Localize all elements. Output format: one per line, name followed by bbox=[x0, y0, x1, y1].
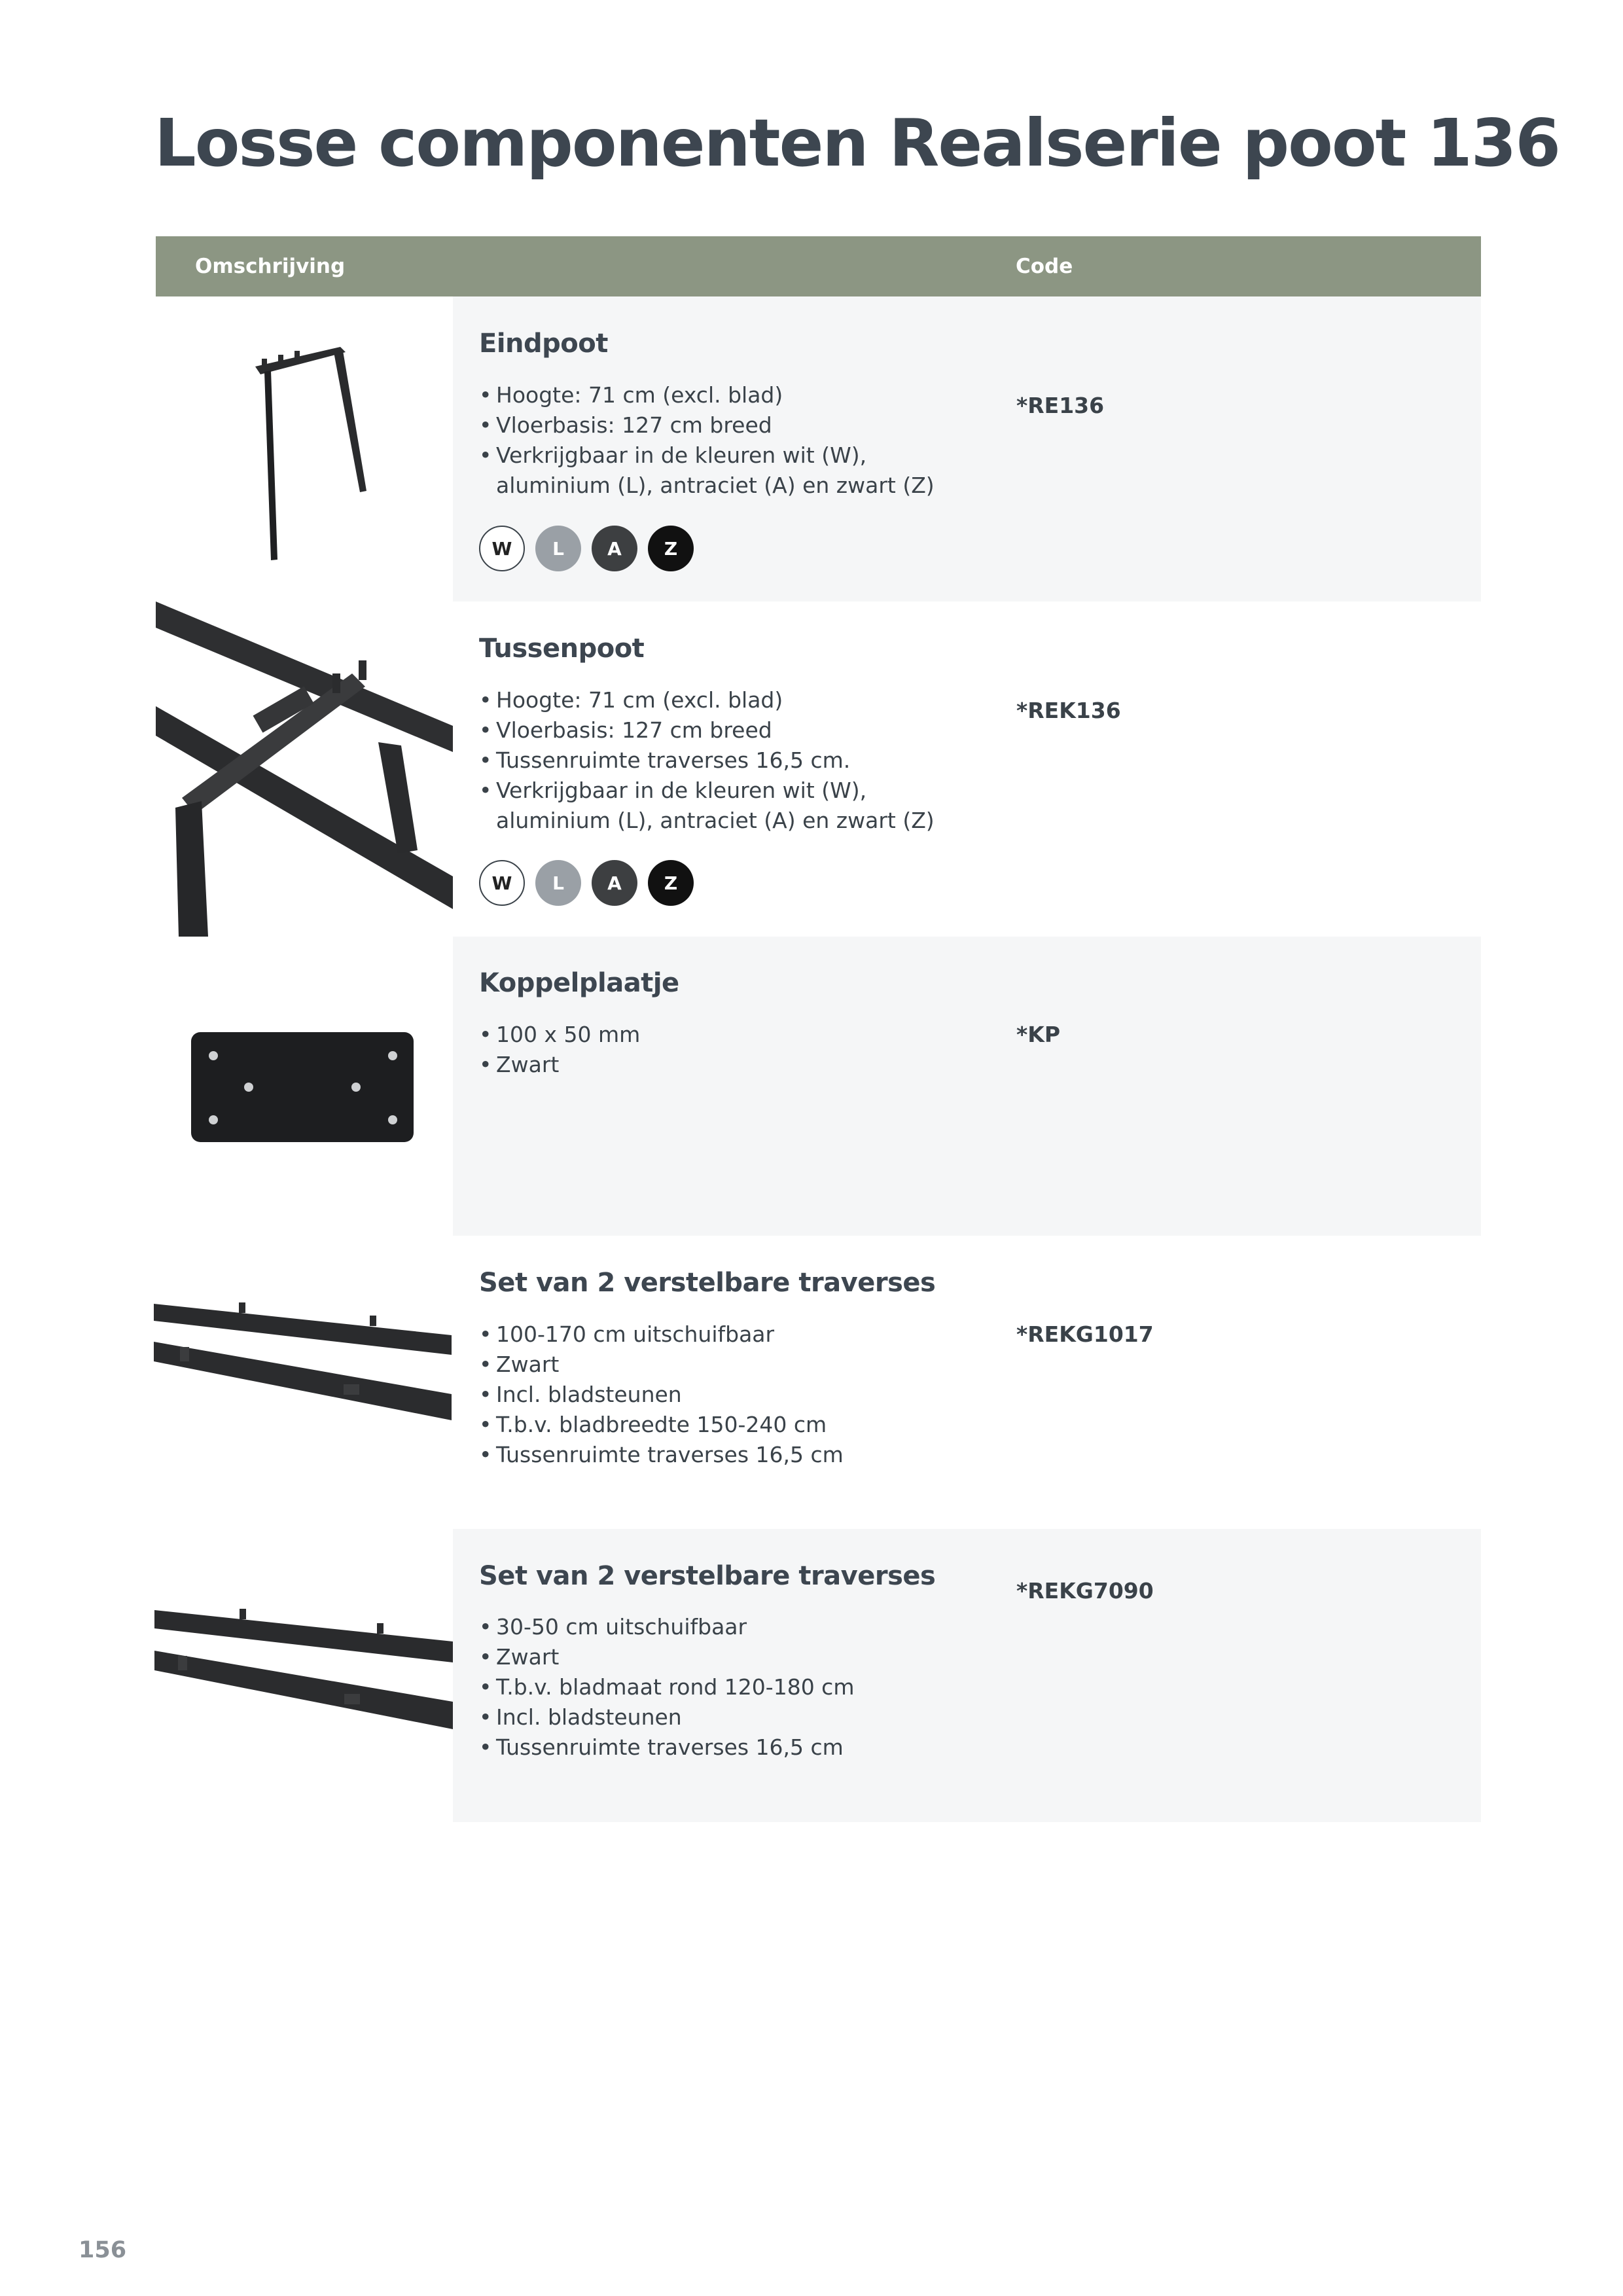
product-code: *KP bbox=[1016, 1022, 1061, 1047]
swatch-white: W bbox=[479, 860, 525, 906]
product-name: Tussenpoot bbox=[479, 634, 645, 664]
product-name: Set van 2 verstelbare traverses bbox=[479, 1561, 936, 1591]
spec-item: • 30-50 cm uitschuifbaar bbox=[479, 1612, 976, 1642]
product-image-eindpoot bbox=[242, 340, 380, 563]
product-image-traverses-1017 bbox=[154, 1296, 452, 1440]
product-code: *REKG1017 bbox=[1016, 1321, 1154, 1347]
product-specs bbox=[479, 1319, 976, 1470]
product-image-tussenpoot bbox=[156, 601, 453, 937]
product-specs bbox=[479, 380, 976, 501]
spec-item: • Hoogte: 71 cm (excl. blad) bbox=[479, 380, 976, 410]
product-code: *REK136 bbox=[1016, 698, 1121, 723]
spec-item: • 100-170 cm uitschuifbaar bbox=[479, 1319, 976, 1350]
spec-item: • Zwart bbox=[479, 1350, 976, 1380]
product-code: *RE136 bbox=[1016, 393, 1105, 418]
swatch-white: W bbox=[479, 526, 525, 571]
product-specs bbox=[479, 685, 976, 836]
swatch-antraciet: A bbox=[592, 860, 637, 906]
color-swatches bbox=[479, 860, 694, 908]
spec-item: • Vloerbasis: 127 cm breed bbox=[479, 715, 976, 745]
product-name: Eindpoot bbox=[479, 329, 608, 359]
spec-item: • Incl. bladsteunen bbox=[479, 1702, 976, 1732]
spec-item: • Verkrijgbaar in de kleuren wit (W), aluminium (L), antraciet (A) en zwart (Z) bbox=[479, 440, 976, 501]
product-specs bbox=[479, 1020, 976, 1080]
spec-item: • T.b.v. bladmaat rond 120-180 cm bbox=[479, 1672, 976, 1702]
table-header bbox=[156, 236, 1481, 296]
header-code: Code bbox=[1016, 255, 1073, 278]
color-swatches bbox=[479, 526, 694, 574]
swatch-aluminium: L bbox=[535, 526, 581, 571]
spec-item: • Vloerbasis: 127 cm breed bbox=[479, 410, 976, 440]
spec-item: • Tussenruimte traverses 16,5 cm bbox=[479, 1440, 976, 1470]
spec-item: • Tussenruimte traverses 16,5 cm. bbox=[479, 745, 976, 776]
product-code: *REKG7090 bbox=[1016, 1578, 1154, 1604]
spec-item: • Zwart bbox=[479, 1050, 976, 1080]
product-name: Koppelplaatje bbox=[479, 968, 679, 998]
page-number: 156 bbox=[79, 2237, 127, 2263]
spec-item: • Incl. bladsteunen bbox=[479, 1380, 976, 1410]
swatch-zwart: Z bbox=[648, 860, 694, 906]
product-image-koppelplaatje bbox=[188, 1030, 416, 1145]
spec-item: • Zwart bbox=[479, 1642, 976, 1672]
swatch-zwart: Z bbox=[648, 526, 694, 571]
spec-item: • Tussenruimte traverses 16,5 cm bbox=[479, 1732, 976, 1763]
spec-item: • Verkrijgbaar in de kleuren wit (W), aluminium (L), antraciet (A) en zwart (Z) bbox=[479, 776, 976, 836]
product-name: Set van 2 verstelbare traverses bbox=[479, 1268, 936, 1298]
spec-item: • T.b.v. bladbreedte 150-240 cm bbox=[479, 1410, 976, 1440]
page-title: Losse componenten Realserie poot 136 bbox=[154, 105, 1560, 181]
swatch-antraciet: A bbox=[592, 526, 637, 571]
spec-item: • 100 x 50 mm bbox=[479, 1020, 976, 1050]
swatch-aluminium: L bbox=[535, 860, 581, 906]
spec-item: • Hoogte: 71 cm (excl. blad) bbox=[479, 685, 976, 715]
product-specs bbox=[479, 1612, 976, 1763]
header-description: Omschrijving bbox=[195, 255, 346, 278]
product-image-traverses-7090 bbox=[154, 1604, 453, 1748]
